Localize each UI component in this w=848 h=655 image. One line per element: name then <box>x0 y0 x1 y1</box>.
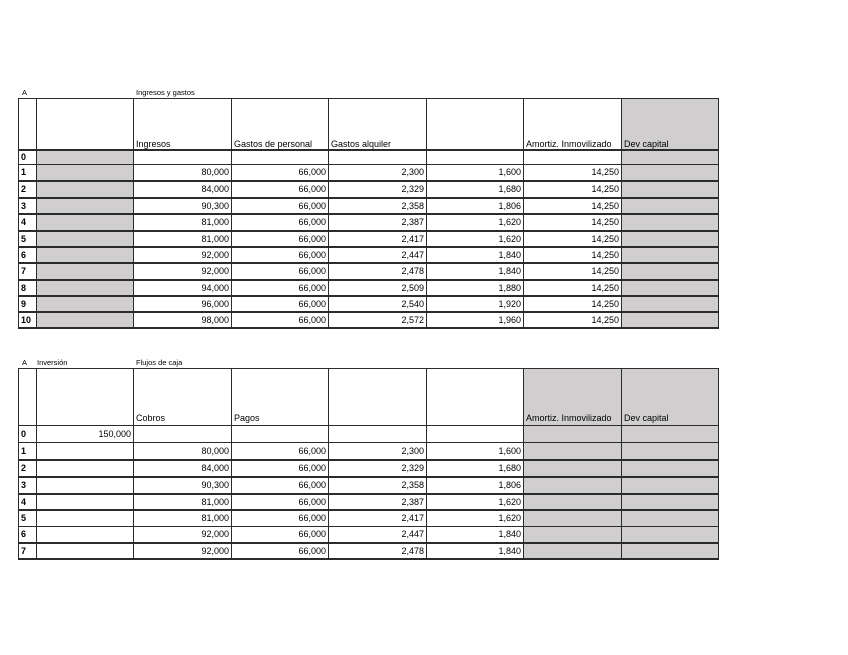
table-cell[interactable]: 81,000 <box>134 231 232 247</box>
table-cell[interactable]: 1,840 <box>427 247 524 263</box>
table-cell[interactable]: 66,000 <box>232 247 329 263</box>
table-cell[interactable]: 81,000 <box>134 510 232 527</box>
table-cell[interactable]: 66,000 <box>232 527 329 543</box>
table-cell[interactable] <box>524 443 622 460</box>
table-cell[interactable] <box>524 527 622 543</box>
table-cell[interactable] <box>232 150 329 165</box>
income-expenses-table <box>18 98 719 329</box>
table1-title: Ingresos y gastos <box>136 88 195 97</box>
table-cell[interactable] <box>622 263 719 280</box>
table-cell[interactable]: 92,000 <box>134 543 232 559</box>
table-cell[interactable] <box>622 527 719 543</box>
table-cell[interactable]: 14,250 <box>524 165 622 181</box>
table-cell[interactable] <box>622 443 719 460</box>
table-cell[interactable]: 2,300 <box>329 443 427 460</box>
table-cell[interactable] <box>524 460 622 477</box>
table-cell[interactable]: 96,000 <box>134 296 232 312</box>
table-cell[interactable] <box>524 543 622 559</box>
table-cell[interactable]: 1,680 <box>427 181 524 198</box>
table-cell[interactable]: 1,806 <box>427 198 524 214</box>
table-row <box>19 460 719 477</box>
table-row <box>19 263 719 280</box>
row-index-cell[interactable]: 4 <box>19 494 37 510</box>
table-cell[interactable]: 2,447 <box>329 247 427 263</box>
table-cell[interactable]: 66,000 <box>232 181 329 198</box>
table-cell[interactable] <box>622 150 719 165</box>
table-cell[interactable]: 2,387 <box>329 494 427 510</box>
row-index-cell[interactable]: 1 <box>19 443 37 460</box>
table1-corner-label: A <box>22 88 28 97</box>
table-row <box>19 543 719 559</box>
table-row <box>19 494 719 510</box>
table-cell[interactable] <box>622 296 719 312</box>
row-index-cell[interactable]: 8 <box>19 280 37 296</box>
table-cell[interactable] <box>134 150 232 165</box>
table-cell[interactable]: 2,358 <box>329 198 427 214</box>
header-amortiz[interactable]: Amortiz. Inmovilizado <box>524 99 622 150</box>
table-cell[interactable] <box>622 543 719 559</box>
table-cell[interactable]: 2,300 <box>329 165 427 181</box>
table-cell[interactable]: 1,806 <box>427 477 524 494</box>
table-cell[interactable]: 1,960 <box>427 312 524 328</box>
table-cell[interactable]: 84,000 <box>134 181 232 198</box>
row-index-cell[interactable]: 5 <box>19 510 37 527</box>
table-cell[interactable] <box>524 426 622 443</box>
table-cell[interactable]: 1,620 <box>427 214 524 231</box>
table-cell[interactable] <box>37 527 134 543</box>
table-cell[interactable]: 150,000 <box>37 426 134 443</box>
table-cell[interactable] <box>37 214 134 231</box>
table-cell[interactable] <box>37 198 134 214</box>
header-cell[interactable] <box>427 99 524 150</box>
row-index-cell[interactable]: 7 <box>19 263 37 280</box>
table-cell[interactable]: 92,000 <box>134 263 232 280</box>
table2-title: Flujos de caja <box>136 358 183 367</box>
table-row <box>19 198 719 214</box>
table-row <box>19 280 719 296</box>
row-index-cell[interactable]: 2 <box>19 460 37 477</box>
table-cell[interactable]: 2,417 <box>329 510 427 527</box>
table-cell[interactable] <box>524 477 622 494</box>
table-cell[interactable] <box>622 165 719 181</box>
row-index-cell[interactable]: 0 <box>19 150 37 165</box>
table-cell[interactable]: 14,250 <box>524 296 622 312</box>
header-pagos[interactable]: Pagos <box>232 369 329 426</box>
table-cell[interactable]: 81,000 <box>134 214 232 231</box>
table-cell[interactable]: 2,478 <box>329 263 427 280</box>
header-cobros[interactable]: Cobros <box>134 369 232 426</box>
table-cell[interactable] <box>622 460 719 477</box>
table-cell[interactable] <box>622 426 719 443</box>
table-cell[interactable]: 1,600 <box>427 443 524 460</box>
table-cell[interactable] <box>37 312 134 328</box>
table-cell[interactable]: 66,000 <box>232 460 329 477</box>
header-dev-capital[interactable]: Dev capital <box>622 99 719 150</box>
table-cell[interactable]: 92,000 <box>134 527 232 543</box>
table-cell[interactable]: 2,540 <box>329 296 427 312</box>
row-index-cell[interactable]: 10 <box>19 312 37 328</box>
table-cell[interactable] <box>524 510 622 527</box>
table-cell[interactable]: 14,250 <box>524 247 622 263</box>
table-cell[interactable] <box>622 247 719 263</box>
table-cell[interactable]: 2,478 <box>329 543 427 559</box>
table-cell[interactable]: 94,000 <box>134 280 232 296</box>
table-row <box>19 477 719 494</box>
table-cell[interactable]: 80,000 <box>134 443 232 460</box>
table-cell[interactable] <box>37 231 134 247</box>
table-row <box>19 150 719 165</box>
table-row <box>19 443 719 460</box>
table-cell[interactable] <box>622 231 719 247</box>
table-cell[interactable] <box>524 150 622 165</box>
header-cell[interactable] <box>427 369 524 426</box>
table-cell[interactable]: 66,000 <box>232 510 329 527</box>
table-cell[interactable] <box>37 165 134 181</box>
header-cell[interactable] <box>37 99 134 150</box>
table-cell[interactable] <box>329 426 427 443</box>
corner-cell[interactable] <box>19 99 37 150</box>
table-cell[interactable]: 14,250 <box>524 312 622 328</box>
table-cell[interactable]: 66,000 <box>232 312 329 328</box>
row-index-cell[interactable]: 7 <box>19 543 37 559</box>
row-index-cell[interactable]: 4 <box>19 214 37 231</box>
row-index-cell[interactable]: 0 <box>19 426 37 443</box>
table-cell[interactable] <box>37 477 134 494</box>
table-cell[interactable] <box>524 494 622 510</box>
header-cell[interactable] <box>329 369 427 426</box>
table-cell[interactable]: 66,000 <box>232 165 329 181</box>
table-cell[interactable]: 1,840 <box>427 543 524 559</box>
table-cell[interactable] <box>622 510 719 527</box>
table-cell[interactable]: 66,000 <box>232 263 329 280</box>
table-cell[interactable] <box>622 280 719 296</box>
table-cell[interactable]: 1,920 <box>427 296 524 312</box>
header-gastos-alquiler[interactable]: Gastos alquiler <box>329 99 427 150</box>
row-index-cell[interactable]: 6 <box>19 247 37 263</box>
table-cell[interactable] <box>37 263 134 280</box>
table-cell[interactable]: 1,880 <box>427 280 524 296</box>
table-cell[interactable] <box>37 543 134 559</box>
corner-cell[interactable] <box>19 369 37 426</box>
table-cell[interactable] <box>37 296 134 312</box>
table-row <box>19 165 719 181</box>
table-cell[interactable]: 66,000 <box>232 494 329 510</box>
table-cell[interactable] <box>37 247 134 263</box>
table-cell[interactable]: 90,300 <box>134 477 232 494</box>
table-cell[interactable] <box>37 150 134 165</box>
table-cell[interactable]: 1,600 <box>427 165 524 181</box>
table-cell[interactable] <box>37 510 134 527</box>
row-index-cell[interactable]: 6 <box>19 527 37 543</box>
table-cell[interactable]: 2,387 <box>329 214 427 231</box>
header-dev-capital[interactable]: Dev capital <box>622 369 719 426</box>
row-index-cell[interactable]: 3 <box>19 198 37 214</box>
row-index-cell[interactable]: 2 <box>19 181 37 198</box>
table-cell[interactable]: 1,840 <box>427 263 524 280</box>
table-cell[interactable]: 1,620 <box>427 510 524 527</box>
table2-inversion-label: Inversión <box>37 358 68 367</box>
table-cell[interactable]: 66,000 <box>232 280 329 296</box>
table-cell[interactable] <box>622 477 719 494</box>
table-cell[interactable]: 66,000 <box>232 543 329 559</box>
table-row <box>19 426 719 443</box>
table-cell[interactable] <box>622 494 719 510</box>
row-index-cell[interactable]: 9 <box>19 296 37 312</box>
table-cell[interactable]: 2,447 <box>329 527 427 543</box>
table-row <box>19 312 719 328</box>
row-index-cell[interactable]: 3 <box>19 477 37 494</box>
table-row <box>19 510 719 527</box>
header-gastos-personal[interactable]: Gastos de personal <box>232 99 329 150</box>
table-cell[interactable]: 1,840 <box>427 527 524 543</box>
table-cell[interactable]: 92,000 <box>134 247 232 263</box>
table-cell[interactable]: 2,572 <box>329 312 427 328</box>
table-cell[interactable] <box>37 181 134 198</box>
table-cell[interactable]: 2,509 <box>329 280 427 296</box>
table-cell[interactable]: 14,250 <box>524 214 622 231</box>
table-row <box>19 214 719 231</box>
row-index-cell[interactable]: 5 <box>19 231 37 247</box>
table2-corner-label: A <box>22 358 28 367</box>
table-cell[interactable]: 14,250 <box>524 263 622 280</box>
header-ingresos[interactable]: Ingresos <box>134 99 232 150</box>
header-amortiz[interactable]: Amortiz. Inmovilizado <box>524 369 622 426</box>
table-cell[interactable] <box>622 312 719 328</box>
table-cell[interactable]: 2,329 <box>329 460 427 477</box>
table-cell[interactable]: 66,000 <box>232 477 329 494</box>
table-cell[interactable]: 66,000 <box>232 198 329 214</box>
row-index-cell[interactable]: 1 <box>19 165 37 181</box>
table-cell[interactable] <box>622 214 719 231</box>
table-cell[interactable] <box>37 280 134 296</box>
table-cell[interactable]: 1,620 <box>427 231 524 247</box>
table1-header-row <box>19 99 719 150</box>
table-cell[interactable] <box>427 426 524 443</box>
table-row <box>19 181 719 198</box>
table2-header-row <box>19 369 719 426</box>
table-cell[interactable]: 98,000 <box>134 312 232 328</box>
table-cell[interactable]: 2,358 <box>329 477 427 494</box>
table-cell[interactable]: 66,000 <box>232 296 329 312</box>
table-cell[interactable] <box>622 198 719 214</box>
table-cell[interactable]: 2,329 <box>329 181 427 198</box>
table-cell[interactable]: 81,000 <box>134 494 232 510</box>
table-cell[interactable]: 1,620 <box>427 494 524 510</box>
table-cell[interactable]: 14,250 <box>524 181 622 198</box>
table-cell[interactable] <box>37 460 134 477</box>
table-cell[interactable] <box>622 181 719 198</box>
table-cell[interactable]: 66,000 <box>232 214 329 231</box>
cash-flow-table <box>18 368 719 560</box>
header-cell[interactable] <box>37 369 134 426</box>
table-cell[interactable]: 14,250 <box>524 198 622 214</box>
table-row <box>19 527 719 543</box>
table-row <box>19 247 719 263</box>
table-cell[interactable] <box>37 494 134 510</box>
table-cell[interactable] <box>427 150 524 165</box>
table-cell[interactable] <box>37 443 134 460</box>
table-cell[interactable]: 80,000 <box>134 165 232 181</box>
table-cell[interactable] <box>329 150 427 165</box>
table-row <box>19 296 719 312</box>
table-cell[interactable]: 66,000 <box>232 443 329 460</box>
table-cell[interactable]: 90,300 <box>134 198 232 214</box>
table-cell[interactable]: 14,250 <box>524 280 622 296</box>
table-row <box>19 231 719 247</box>
table-cell[interactable]: 84,000 <box>134 460 232 477</box>
table-cell[interactable]: 1,680 <box>427 460 524 477</box>
table-cell[interactable]: 2,417 <box>329 231 427 247</box>
table-cell[interactable]: 14,250 <box>524 231 622 247</box>
table-cell[interactable] <box>232 426 329 443</box>
table-cell[interactable] <box>134 426 232 443</box>
table-cell[interactable]: 66,000 <box>232 231 329 247</box>
